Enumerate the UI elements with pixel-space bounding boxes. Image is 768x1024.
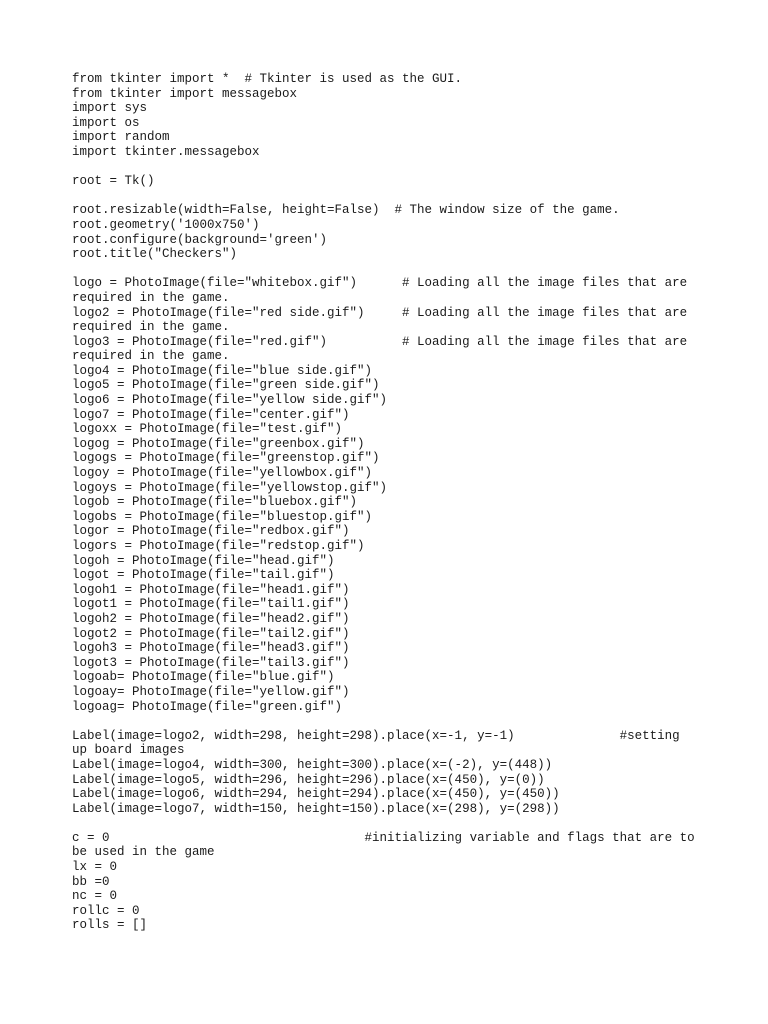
code-line: import tkinter.messagebox xyxy=(72,144,260,159)
code-line: Label(image=logo6, width=294, height=294).place(x=(450), y=(450)) xyxy=(72,787,560,802)
code-line: root.geometry('1000x750') xyxy=(72,217,260,232)
code-line: logoy = PhotoImage(file="yellowbox.gif") xyxy=(72,466,373,481)
code-line: logo5 = PhotoImage(file="green side.gif") xyxy=(72,378,380,393)
code-line: logoab= PhotoImage(file="blue.gif") xyxy=(72,670,335,685)
code-line: import os xyxy=(72,115,140,130)
code-line: root.configure(background='green') xyxy=(72,232,328,247)
code-line: logoag= PhotoImage(file="green.gif") xyxy=(72,699,343,714)
code-line: root = Tk() xyxy=(72,174,155,189)
code-line: logo2 = PhotoImage(file="red side.gif") # Loading all the image files that are xyxy=(72,305,688,320)
code-line: Label(image=logo7, width=150, height=150).place(x=(298), y=(298)) xyxy=(72,801,560,816)
code-line: rollc = 0 xyxy=(72,903,140,918)
code-line: logors = PhotoImage(file="redstop.gif") xyxy=(72,539,365,553)
blank-line xyxy=(72,714,696,729)
code-line: root.title("Checkers") xyxy=(72,247,238,262)
code-line: logob = PhotoImage(file="bluebox.gif") xyxy=(72,495,358,510)
code-line: be used in the game xyxy=(72,845,215,860)
code-line: logo6 = PhotoImage(file="yellow side.gif") xyxy=(72,393,388,408)
code-line: Label(image=logo2, width=298, height=298).place(x=-1, y=-1) #setting xyxy=(72,728,680,743)
code-line: logoxx = PhotoImage(file="test.gif") xyxy=(72,422,343,437)
code-line: logor = PhotoImage(file="redbox.gif") xyxy=(72,524,350,539)
blank-line xyxy=(72,160,696,175)
code-line: logo3 = PhotoImage(file="red.gif") # Loading all the image files that are xyxy=(72,334,688,349)
code-line: logogs = PhotoImage(file="greenstop.gif") xyxy=(72,451,380,466)
code-line: logo4 = PhotoImage(file="blue side.gif") xyxy=(72,363,373,378)
code-line: logo7 = PhotoImage(file="center.gif") xyxy=(72,407,350,422)
code-line: required in the game. xyxy=(72,349,230,364)
code-line: logoay= PhotoImage(file="yellow.gif") xyxy=(72,684,350,699)
code-line: logot2 = PhotoImage(file="tail2.gif") xyxy=(72,626,350,641)
code-line: import random xyxy=(72,130,170,145)
code-line: logo = PhotoImage(file="whitebox.gif") # Loading all the image files that are xyxy=(72,276,688,291)
code-line: lx = 0 xyxy=(72,860,118,875)
code-line: Label(image=logo5, width=296, height=296).place(x=(450), y=(0)) xyxy=(72,772,545,787)
code-line: rolls = [] xyxy=(72,918,148,933)
code-line: from tkinter import messagebox xyxy=(72,86,298,101)
code-line: required in the game. xyxy=(72,320,230,335)
code-line: logoh = PhotoImage(file="head.gif") xyxy=(72,553,335,568)
code-line: up board images xyxy=(72,743,185,758)
code-line: logoh1 = PhotoImage(file="head1.gif") xyxy=(72,582,350,597)
code-line: logoh3 = PhotoImage(file="head3.gif") xyxy=(72,641,350,656)
code-line: Label(image=logo4, width=300, height=300).place(x=(-2), y=(448)) xyxy=(72,757,553,772)
code-line: logog = PhotoImage(file="greenbox.gif") xyxy=(72,436,365,451)
code-line: import sys xyxy=(72,101,148,116)
code-line: logobs = PhotoImage(file="bluestop.gif") xyxy=(72,509,373,524)
blank-line xyxy=(72,189,696,204)
code-line: from tkinter import * # Tkinter is used as the GUI. xyxy=(72,72,463,86)
code-line: c = 0 #initializing variable and flags that are to xyxy=(72,830,695,845)
code-line: root.resizable(width=False, height=False) # The window size of the game. xyxy=(72,203,620,218)
code-line: logoh2 = PhotoImage(file="head2.gif") xyxy=(72,611,350,626)
code-line: logot3 = PhotoImage(file="tail3.gif") xyxy=(72,655,350,670)
code-line: logot = PhotoImage(file="tail.gif") xyxy=(72,568,335,583)
blank-line xyxy=(72,816,696,831)
code-line: nc = 0 xyxy=(72,889,118,904)
code-line: logoys = PhotoImage(file="yellowstop.gif") xyxy=(72,480,388,495)
code-listing xyxy=(72,72,696,933)
code-line: logot1 = PhotoImage(file="tail1.gif") xyxy=(72,597,350,612)
blank-line xyxy=(72,262,696,277)
code-line: bb =0 xyxy=(72,874,110,889)
code-line: required in the game. xyxy=(72,290,230,305)
